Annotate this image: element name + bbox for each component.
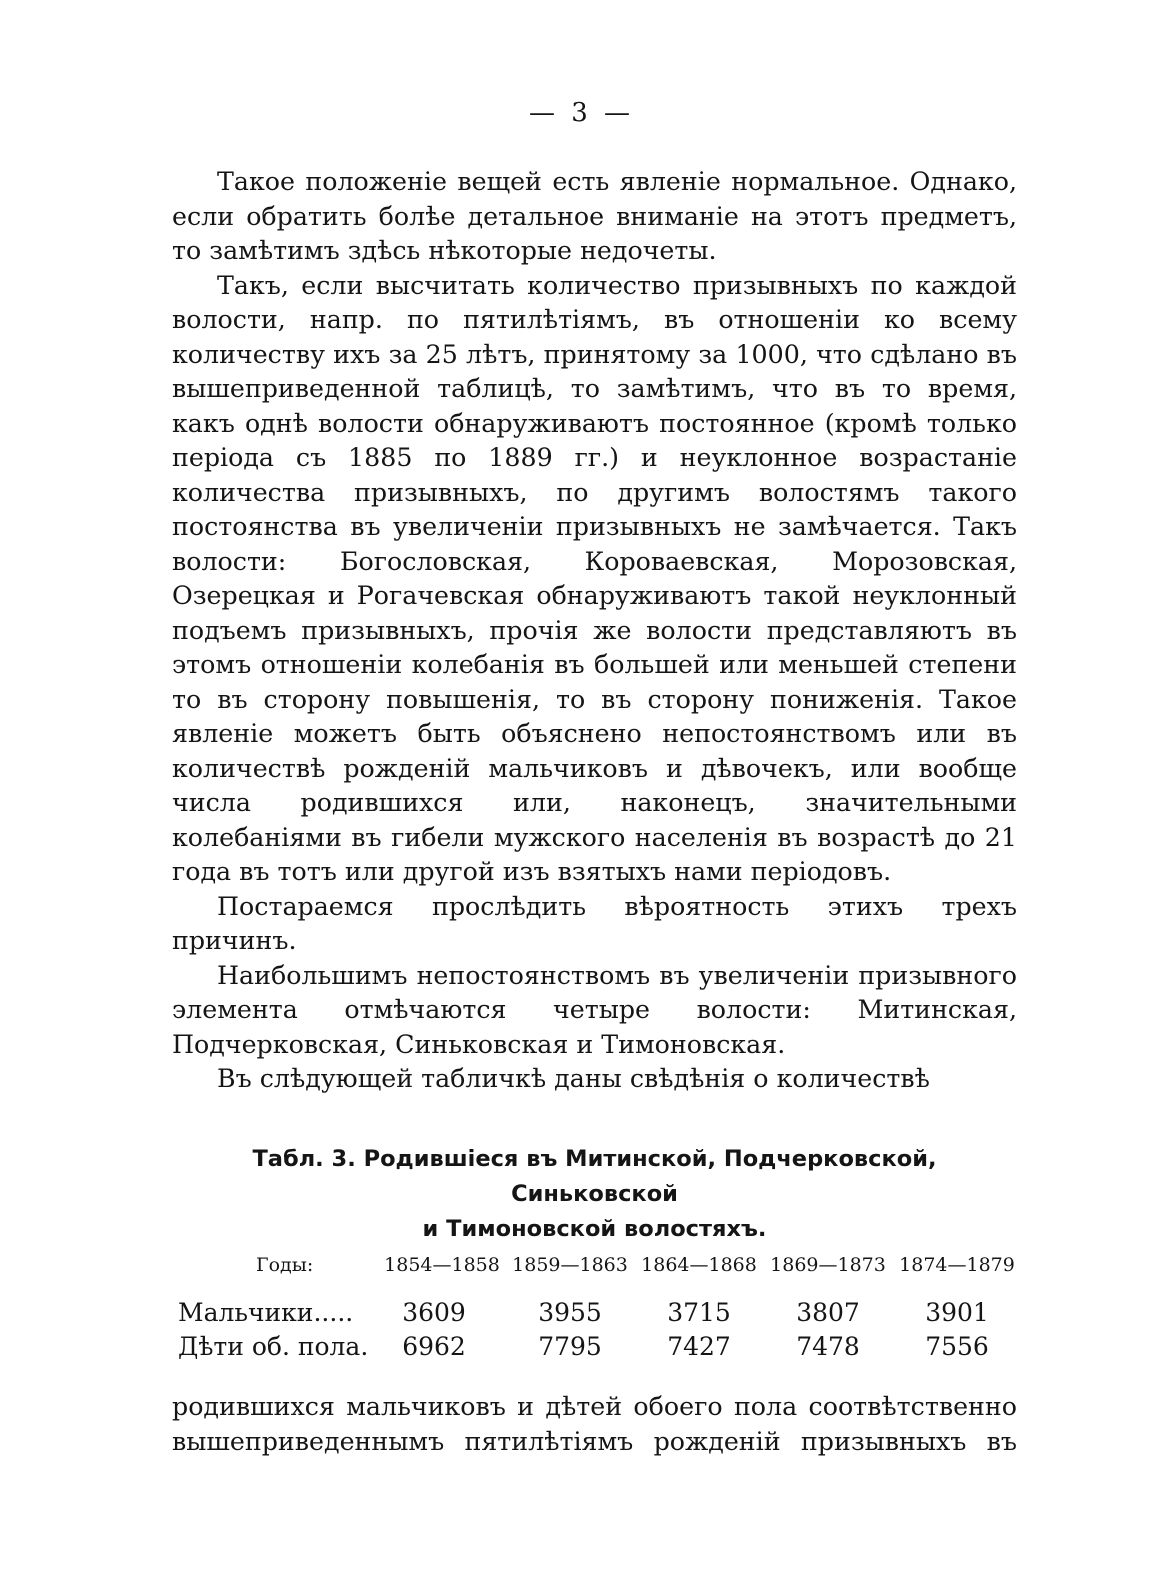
table-cell: 7427 (667, 1332, 731, 1361)
header-label: Годы: (256, 1254, 314, 1276)
period-header: 1869—1873 (770, 1254, 886, 1276)
continuation-text (172, 1390, 1017, 1459)
paragraph-1: Такое положеніе вещей есть явленіе нормальное. Однако, если обратить болѣе детальное вниманіе на этотъ предметъ, то замѣтимъ здѣсь нѣкоторые недочеты. (172, 167, 1017, 265)
table-cell: 7795 (538, 1332, 602, 1361)
table-row-boys (172, 1296, 1027, 1330)
paragraph-4: Наибольшимъ непостоянствомъ въ увеличеніи призывного элемента отмѣчаются четыре волости: Митинская, Подчерковская, Синьковская и Тимоновская. (172, 960, 1017, 1059)
table-title-line-1: Табл. 3. Родившіеся въ Митинской, Подчерковской, Синьковской (252, 1146, 937, 1207)
births-table (172, 1250, 1027, 1364)
continuation-line-1: родившихся мальчиковъ и дѣтей обоего пола соотвѣтственно (172, 1392, 1017, 1421)
page-number: — 3 — (528, 98, 635, 128)
body-text (172, 165, 1017, 1097)
table-cell: 3715 (667, 1298, 731, 1327)
table-cell: 3609 (402, 1298, 466, 1327)
table-cell: 7478 (796, 1332, 860, 1361)
paragraph-2: Такъ, если высчитать количество призывныхъ по каждой волости, напр. по пятилѣтіямъ, въ отношеніи ко всему количеству ихъ за 25 лѣтъ, принятому за 1000, что сдѣлано въ вышеприведенной таблицѣ, то замѣтимъ, что въ то время, какъ однѣ волости обнаруживаютъ постоянное (кромѣ только періода съ 1885 по 1889 гг.) и неуклонное возрастаніе количества призывныхъ, по другимъ волостямъ такого постоянства въ увеличеніи призывныхъ не замѣчается. Такъ волости: Богословская, Короваевская, Морозовская, Озерецкая и Рогачевская обнаруживаютъ такой неуклонный подъемъ призывныхъ, прочія же волости представляютъ въ этомъ отношеніи колебанія въ большей или меньшей степени то въ сторону повышенія, то въ сторону пониженія. Такое явленіе можетъ быть объяснено непостоянствомъ или въ количествѣ рожденій мальчиковъ и дѣвочекъ, или вообще числа родившихся или, наконецъ, значительными колебаніями въ гибели мужского населенія въ возрастѣ до 21 года въ тотъ или другой изъ взятыхъ нами періодовъ. (172, 270, 1017, 886)
continuation-line-2: вышеприведеннымъ пятилѣтіямъ рожденій призывныхъ въ (172, 1426, 1017, 1456)
paragraph-3: Постараемся прослѣдить вѣроятность этихъ трехъ причинъ. (172, 891, 1017, 955)
table-cell: 6962 (402, 1332, 466, 1361)
period-header: 1874—1879 (899, 1254, 1015, 1276)
table-title-line-2: и Тимоновской волостяхъ. (422, 1216, 767, 1242)
table-row-children (172, 1330, 1027, 1364)
period-header: 1854—1858 (384, 1254, 500, 1276)
row-label: Дѣти об. пола. (178, 1332, 369, 1361)
period-header: 1859—1863 (512, 1254, 628, 1276)
table-cell: 3807 (796, 1298, 860, 1327)
table-cell: 7556 (925, 1332, 989, 1361)
table-cell: 3955 (538, 1298, 602, 1327)
paragraph-5: Въ слѣдующей табличкѣ даны свѣдѣнія о количествѣ (217, 1064, 930, 1093)
table-cell: 3901 (925, 1298, 989, 1327)
period-header: 1864—1868 (641, 1254, 757, 1276)
table-header-row (172, 1250, 1027, 1296)
row-label: Мальчики..... (178, 1298, 354, 1327)
table-title (172, 1142, 1017, 1247)
